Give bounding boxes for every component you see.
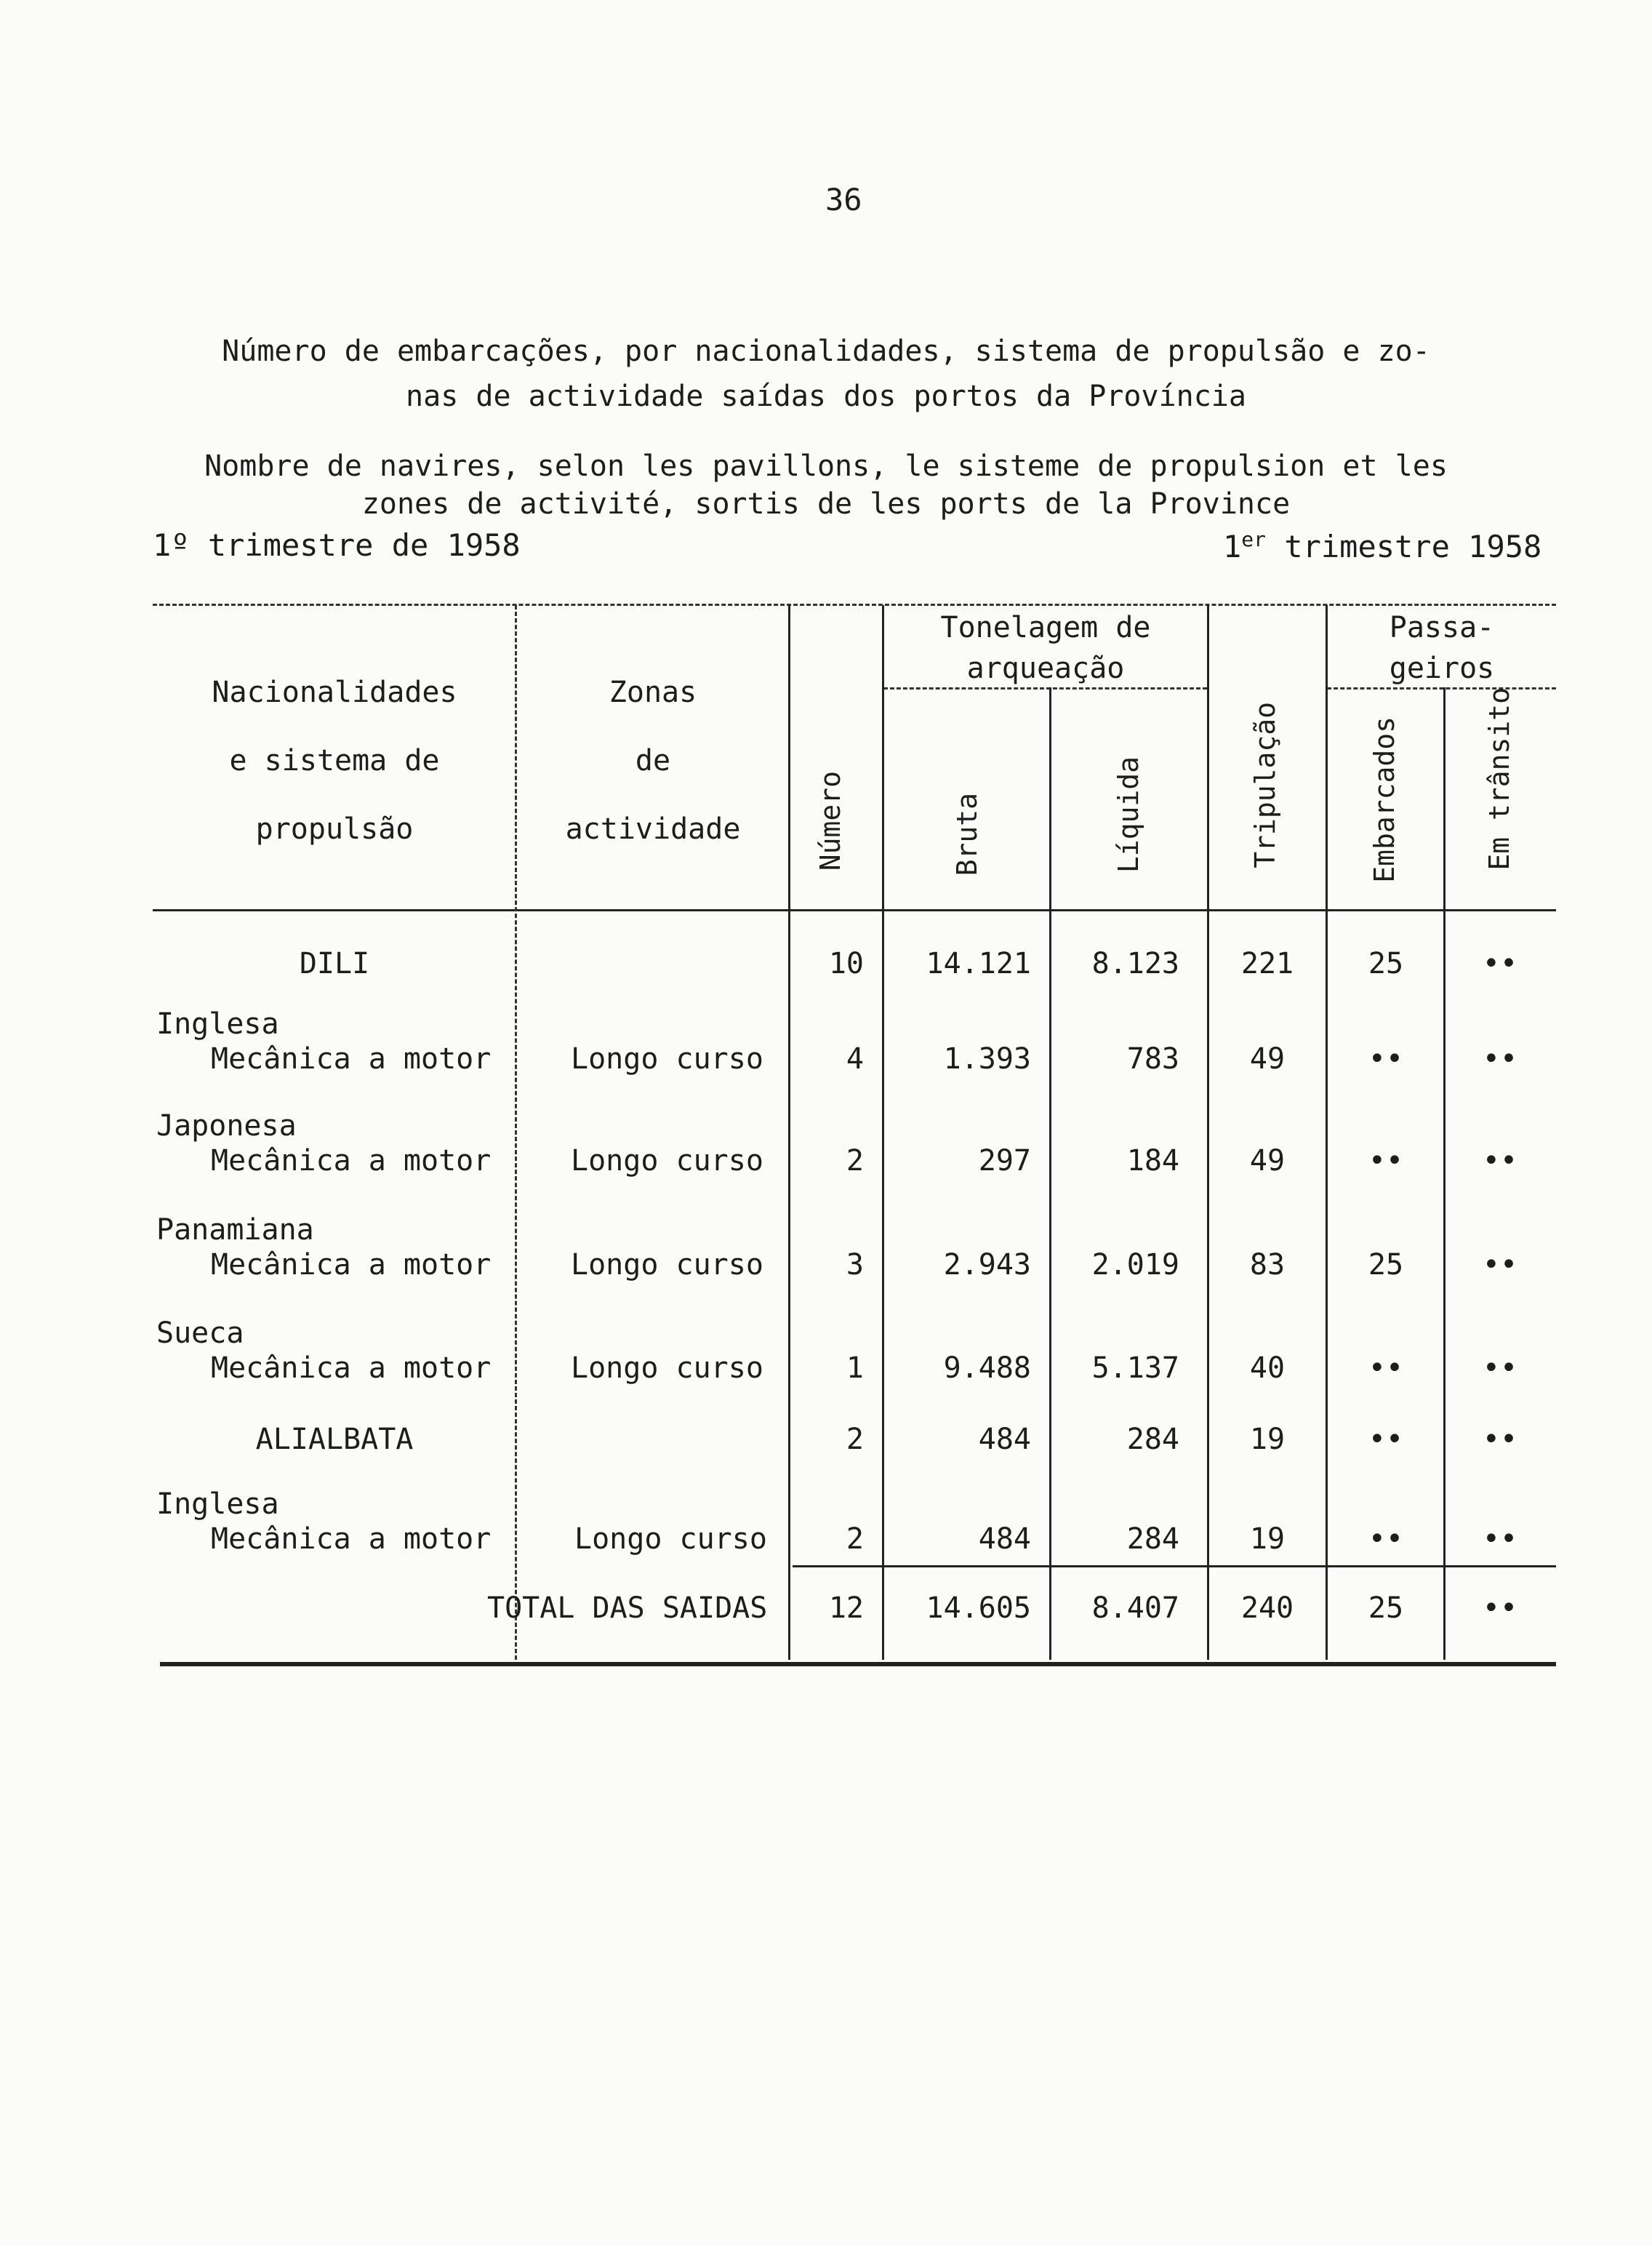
cell-numero: 2 (846, 1144, 864, 1178)
cell-numero: 4 (846, 1042, 864, 1076)
cell-embarcados: 25 (1368, 1591, 1404, 1625)
page-number: 36 (825, 182, 862, 217)
cell-embarcados: •• (1368, 1144, 1404, 1178)
row-label-propulsion: Mecânica a motor (211, 1522, 492, 1556)
row-label: DILI (299, 947, 370, 980)
cell-transito: •• (1482, 1423, 1518, 1456)
row-label-propulsion: Mecânica a motor (211, 1248, 492, 1282)
cell-transito: •• (1482, 1248, 1518, 1282)
cell-tripulacao: 19 (1249, 1423, 1286, 1456)
cell-zona: Longo curso (571, 1042, 763, 1076)
cell-numero: 3 (846, 1248, 864, 1282)
title-french-line-1: Nombre de navires, selon les pavillons, le sisteme de propulsion et les (204, 449, 1448, 483)
row-label-propulsion: Mecânica a motor (211, 1144, 492, 1178)
period-french: 1er trimestre 1958 (1223, 527, 1542, 564)
cell-zona: Longo curso (574, 1522, 767, 1556)
cell-numero: 10 (828, 947, 864, 980)
row-label-propulsion: Mecânica a motor (211, 1042, 492, 1076)
cell-bruta: 297 (978, 1144, 1031, 1178)
period-portuguese: 1º trimestre de 1958 (153, 527, 521, 563)
header-bottom-rule (153, 909, 1556, 911)
cell-liquida: 8.407 (1091, 1591, 1179, 1625)
header-liquida: Líquida (1112, 756, 1144, 874)
row-label-nationality: Inglesa (156, 1007, 279, 1041)
table-top-border (153, 604, 1556, 606)
cell-tripulacao: 221 (1240, 947, 1294, 980)
cell-bruta: 2.943 (943, 1248, 1031, 1282)
row-label-nationality: Japonesa (156, 1109, 297, 1143)
header-em-transito: Em trânsito (1483, 687, 1515, 871)
header-tripulacao: Tripulação (1249, 702, 1281, 868)
cell-transito: •• (1482, 1144, 1518, 1178)
header-passageiros: Passa- geiros (1389, 611, 1495, 685)
cell-bruta: 14.121 (926, 947, 1031, 980)
cell-bruta: 14.605 (926, 1591, 1031, 1625)
cell-transito: •• (1482, 1042, 1518, 1076)
header-nacionalidades: Nacionalidades e sistema de propulsão (212, 676, 457, 846)
cell-numero: 2 (846, 1522, 864, 1556)
cell-tripulacao: 240 (1240, 1591, 1294, 1625)
title-portuguese-line-2: nas de actividade saídas dos portos da Província (406, 380, 1246, 413)
cell-tripulacao: 49 (1249, 1144, 1286, 1178)
cell-bruta: 484 (978, 1423, 1031, 1456)
cell-liquida: 184 (1126, 1144, 1179, 1178)
title-portuguese-line-1: Número de embarcações, por nacionalidades, sistema de propulsão e zo- (222, 335, 1430, 368)
table-bottom-rule (160, 1662, 1556, 1666)
cell-liquida: 284 (1126, 1522, 1179, 1556)
cell-tripulacao: 49 (1249, 1042, 1286, 1076)
col-rule-numero (788, 605, 790, 1660)
cell-tripulacao: 40 (1249, 1351, 1286, 1385)
cell-bruta: 1.393 (943, 1042, 1031, 1076)
total-top-rule (793, 1565, 1556, 1567)
cell-liquida: 783 (1126, 1042, 1179, 1076)
row-label-nationality: Panamiana (156, 1213, 314, 1247)
cell-bruta: 9.488 (943, 1351, 1031, 1385)
col-rule-bruta (882, 605, 884, 1660)
cell-embarcados: 25 (1368, 1248, 1404, 1282)
row-label-nationality: Inglesa (156, 1487, 279, 1521)
col-rule-embarcados (1326, 605, 1328, 1660)
header-zonas: Zonas de actividade (565, 676, 741, 846)
cell-embarcados: 25 (1368, 947, 1404, 980)
cell-numero: 1 (846, 1351, 864, 1385)
cell-transito: •• (1482, 1522, 1518, 1556)
cell-zona: Longo curso (571, 1144, 763, 1178)
cell-embarcados: •• (1368, 1522, 1404, 1556)
header-embarcados: Embarcados (1368, 716, 1400, 883)
cell-embarcados: •• (1368, 1351, 1404, 1385)
cell-tripulacao: 19 (1249, 1522, 1286, 1556)
col-rule-tripulacao (1207, 605, 1209, 1660)
cell-embarcados: •• (1368, 1423, 1404, 1456)
cell-zona: Longo curso (571, 1351, 763, 1385)
cell-liquida: 2.019 (1091, 1248, 1179, 1282)
col-rule-liquida (1049, 687, 1051, 1660)
cell-tripulacao: 83 (1249, 1248, 1286, 1282)
cell-embarcados: •• (1368, 1042, 1404, 1076)
cell-transito: •• (1482, 1351, 1518, 1385)
row-label: ALIALBATA (255, 1423, 414, 1456)
cell-liquida: 5.137 (1091, 1351, 1179, 1385)
cell-transito: •• (1482, 1591, 1518, 1625)
cell-liquida: 8.123 (1091, 947, 1179, 980)
row-label-nationality: Sueca (156, 1316, 244, 1350)
cell-liquida: 284 (1126, 1423, 1179, 1456)
header-tonelagem: Tonelagem de arqueação (940, 611, 1151, 685)
cell-zona: Longo curso (571, 1248, 763, 1282)
cell-transito: •• (1482, 947, 1518, 980)
cell-bruta: 484 (978, 1522, 1031, 1556)
cell-numero: 12 (828, 1591, 864, 1625)
cell-numero: 2 (846, 1423, 864, 1456)
header-numero: Número (814, 771, 846, 871)
row-label-propulsion: Mecânica a motor (211, 1351, 492, 1385)
total-label: TOTAL DAS SAIDAS (487, 1591, 768, 1625)
title-french-line-2: zones de activité, sortis de les ports de la Province (361, 487, 1291, 521)
header-bruta: Bruta (951, 793, 983, 876)
